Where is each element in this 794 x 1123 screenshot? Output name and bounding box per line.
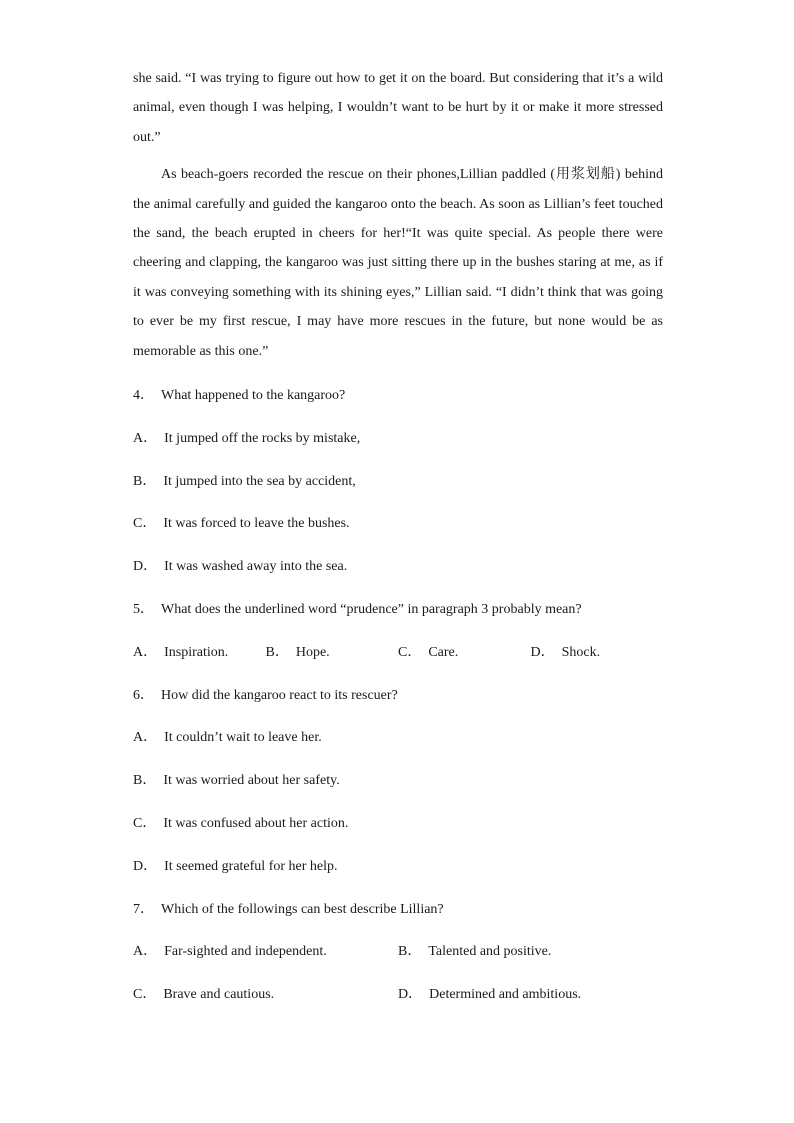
option-a	[133, 643, 266, 663]
option-text: It jumped off the rocks by mistake,	[164, 430, 361, 446]
option-row	[133, 462, 663, 505]
option-text: It jumped into the sea by accident,	[163, 473, 356, 489]
question-7	[133, 890, 663, 933]
question-text: How did the kangaroo react to its rescuer?	[161, 687, 398, 703]
passage-paragraph-2: As beach-goers recorded the rescue on their phones,Lillian paddled (用浆划船) behind the animal carefully and guided the kangaroo onto the beach. As soon as Lillian’s feet touched the sand, the beach erupted in cheers for her!“It was quite special. As people there were cheering and clapping, the kangaroo was just sitting there up in the bushes staring at me, as if it was conveying something with its shining eyes,” Lillian said. “I didn’t think that was going to ever be my first rescue, I may have more rescues in the future, but none would be as memorable as this one.”	[133, 167, 663, 359]
option-d	[398, 985, 663, 1005]
option-text: It was washed away into the sea.	[164, 559, 348, 575]
document-page	[133, 64, 663, 1018]
question-5	[133, 590, 663, 633]
question-number: 4．	[133, 388, 154, 404]
option-label: D．	[133, 858, 158, 874]
option-text: It was forced to leave the bushes.	[163, 516, 350, 532]
option-text: It couldn’t wait to leave her.	[164, 730, 322, 746]
option-row	[133, 975, 663, 1018]
option-label: C．	[133, 516, 157, 532]
option-row	[133, 504, 663, 547]
option-b	[398, 942, 663, 962]
option-text: It was confused about her action.	[163, 816, 349, 832]
question-text: What does the underlined word “prudence” in paragraph 3 probably mean?	[161, 602, 582, 618]
question-text: What happened to the kangaroo?	[161, 388, 346, 404]
option-label: B．	[398, 944, 422, 960]
option-text: Shock.	[561, 644, 601, 660]
option-label: C．	[398, 644, 422, 660]
option-a	[133, 942, 398, 962]
option-row	[133, 932, 663, 975]
question-text: Which of the followings can best describe Lillian?	[161, 901, 444, 917]
option-row	[133, 547, 663, 590]
option-label: D．	[133, 559, 158, 575]
question-number: 7．	[133, 901, 154, 917]
option-c	[133, 985, 398, 1005]
option-text: Care.	[428, 644, 459, 660]
option-b	[266, 643, 399, 663]
option-text: Far-sighted and independent.	[164, 944, 327, 960]
question-number: 5．	[133, 602, 154, 618]
question-6	[133, 676, 663, 719]
option-label: A．	[133, 430, 158, 446]
option-c	[398, 643, 531, 663]
option-label: D．	[530, 644, 555, 660]
option-label: C．	[133, 816, 157, 832]
option-label: A．	[133, 944, 158, 960]
option-row	[133, 633, 663, 676]
option-text: Determined and ambitious.	[429, 987, 582, 1003]
question-4	[133, 376, 663, 419]
option-row	[133, 718, 663, 761]
option-row	[133, 419, 663, 462]
option-d	[531, 643, 664, 663]
option-label: A．	[133, 730, 158, 746]
option-label: D．	[398, 987, 423, 1003]
option-text: Inspiration.	[164, 644, 229, 660]
option-text: Hope.	[295, 644, 330, 660]
option-text: It seemed grateful for her help.	[164, 858, 338, 874]
option-label: C．	[133, 987, 157, 1003]
option-label: B．	[133, 773, 157, 789]
option-text: Brave and cautious.	[163, 987, 275, 1003]
option-row	[133, 804, 663, 847]
option-text: It was worried about her safety.	[163, 773, 340, 789]
passage-paragraph-1: she said. “I was trying to figure out how to get it on the board. But considering that it’s a wild animal, even though I was helping, I wouldn’t want to be hurt by it or make it more stressed out.”	[133, 71, 663, 145]
option-label: B．	[265, 644, 289, 660]
option-row	[133, 847, 663, 890]
option-label: B．	[133, 473, 157, 489]
question-number: 6．	[133, 687, 154, 703]
option-text: Talented and positive.	[428, 944, 552, 960]
option-label: A．	[133, 644, 158, 660]
option-row	[133, 761, 663, 804]
